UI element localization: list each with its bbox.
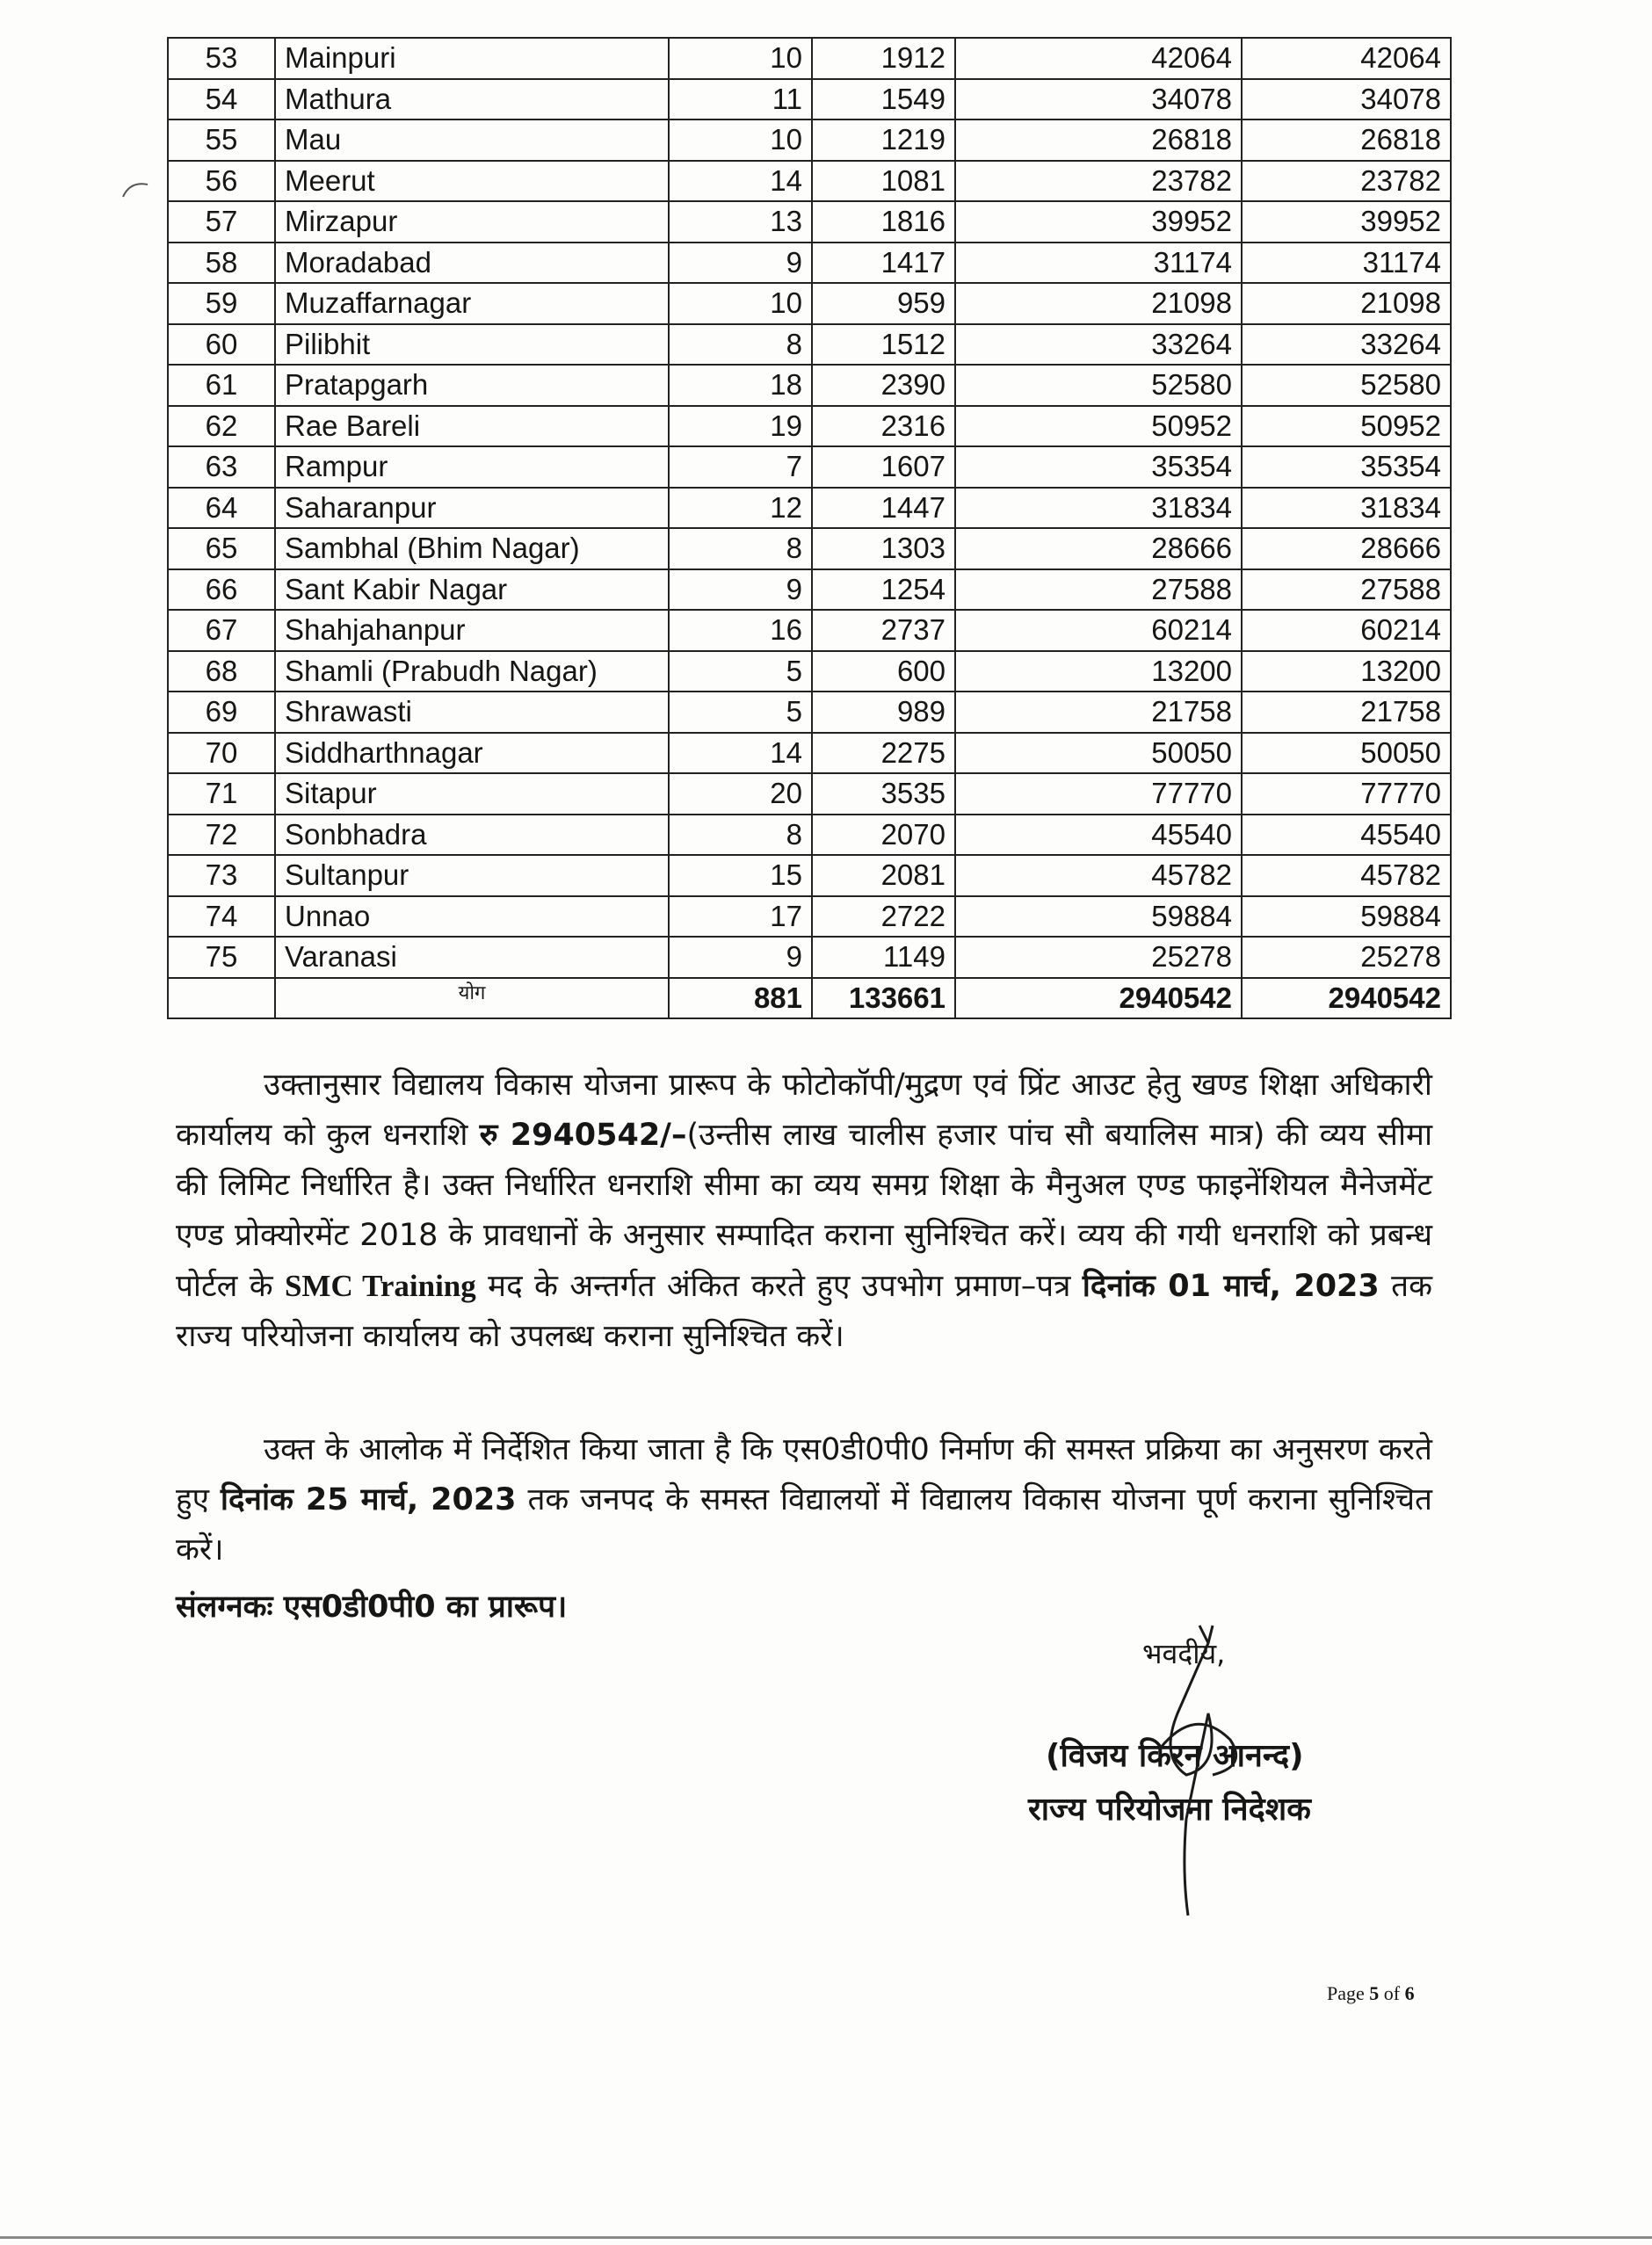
serial-number-cell: 56 <box>168 161 275 202</box>
district-name-cell: Mau <box>275 119 669 161</box>
total-row <box>168 978 1451 1019</box>
amount-cell: 42064 <box>1242 38 1451 79</box>
blocks-count-cell: 7 <box>669 446 812 488</box>
blocks-count-cell: 9 <box>669 569 812 611</box>
schools-count-cell: 1254 <box>812 569 955 611</box>
scan-artifact-mark <box>121 176 156 202</box>
district-name-cell: Mirzapur <box>275 201 669 243</box>
budget-cell: 50952 <box>955 406 1242 447</box>
table-row <box>168 815 1451 856</box>
table-row <box>168 324 1451 366</box>
signatory-name: (विजय किरन आनन्द) <box>1046 1738 1304 1774</box>
schools-count-cell: 1303 <box>812 528 955 569</box>
table-row <box>168 528 1451 569</box>
smc-training-head: SMC Training <box>284 1269 476 1303</box>
paragraph-text: मद के अन्तर्गत अंकित करते हुए उपभोग प्रमाण–पत्र <box>475 1269 1083 1304</box>
schools-count-cell: 1081 <box>812 161 955 202</box>
paragraph-text: उक्तानुसार विद्यालय विकास योजना प्रारूप के फोटोकॉपी/मुद्रण एवं प्रिंट आउट हेतु खण्ड शिक्षा अधिकारी कार्यालय को कुल धनराशि <box>176 1068 1432 1153</box>
deadline-date: दिनांक 25 मार्च, 2023 <box>220 1482 517 1517</box>
schools-count-cell: 1607 <box>812 446 955 488</box>
signatory-designation: राज्य परियोजना निदेशक <box>1028 1792 1311 1828</box>
total-blocks-cell: 881 <box>669 978 812 1019</box>
amount-cell: 26818 <box>1242 119 1451 161</box>
schools-count-cell: 600 <box>812 651 955 692</box>
district-name-cell: Sambhal (Bhim Nagar) <box>275 528 669 569</box>
schools-count-cell: 1512 <box>812 324 955 366</box>
budget-cell: 28666 <box>955 528 1242 569</box>
district-name-cell: Shamli (Prabudh Nagar) <box>275 651 669 692</box>
table-row <box>168 119 1451 161</box>
serial-number-cell: 71 <box>168 773 275 815</box>
paragraph-text: उक्त के आलोक में निर्देशित किया जाता है कि एस0डी0पी0 निर्माण की समस्त प्रक्रिया का अनुसरण करते हुए <box>176 1432 1432 1517</box>
blocks-count-cell: 13 <box>669 201 812 243</box>
schools-count-cell: 2390 <box>812 365 955 406</box>
serial-number-cell: 61 <box>168 365 275 406</box>
schools-count-cell: 1219 <box>812 119 955 161</box>
blocks-count-cell: 14 <box>669 733 812 774</box>
page-number <box>1327 1982 1415 2005</box>
page-current: 5 <box>1369 1982 1380 2004</box>
amount-cell: 27588 <box>1242 569 1451 611</box>
total-budget-cell: 2940542 <box>955 978 1242 1019</box>
blocks-count-cell: 12 <box>669 488 812 529</box>
deadline-date: दिनांक 01 मार्च, 2023 <box>1082 1269 1380 1304</box>
amount-cell: 50050 <box>1242 733 1451 774</box>
district-name-cell: Sitapur <box>275 773 669 815</box>
serial-number-cell: 74 <box>168 896 275 938</box>
schools-count-cell: 2070 <box>812 815 955 856</box>
serial-number-cell: 53 <box>168 38 275 79</box>
serial-number-cell: 54 <box>168 79 275 120</box>
amount-cell: 35354 <box>1242 446 1451 488</box>
amount-cell: 31834 <box>1242 488 1451 529</box>
page-prefix: Page <box>1327 1982 1370 2004</box>
amount-cell: 60214 <box>1242 610 1451 651</box>
serial-number-cell: 72 <box>168 815 275 856</box>
table-row <box>168 243 1451 284</box>
schools-count-cell: 1447 <box>812 488 955 529</box>
total-amount-cell: 2940542 <box>1242 978 1451 1019</box>
paragraph-sdp-instructions <box>176 1425 1432 1575</box>
budget-cell: 26818 <box>955 119 1242 161</box>
blocks-count-cell: 16 <box>669 610 812 651</box>
blocks-count-cell: 5 <box>669 692 812 733</box>
district-name-cell: Rae Bareli <box>275 406 669 447</box>
budget-cell: 31834 <box>955 488 1242 529</box>
serial-number-cell: 60 <box>168 324 275 366</box>
paragraph-budget-instructions <box>176 1061 1432 1362</box>
serial-number-cell: 58 <box>168 243 275 284</box>
blocks-count-cell: 19 <box>669 406 812 447</box>
blocks-count-cell: 10 <box>669 38 812 79</box>
schools-count-cell: 1912 <box>812 38 955 79</box>
table-row <box>168 446 1451 488</box>
table-row <box>168 488 1451 529</box>
budget-cell: 21098 <box>955 283 1242 324</box>
table-row <box>168 365 1451 406</box>
table-row <box>168 855 1451 896</box>
allocation-table-body <box>168 38 1451 1018</box>
total-amount: रु 2940542/– <box>479 1118 687 1153</box>
schools-count-cell: 2737 <box>812 610 955 651</box>
district-name-cell: Muzaffarnagar <box>275 283 669 324</box>
blocks-count-cell: 8 <box>669 324 812 366</box>
district-name-cell: Meerut <box>275 161 669 202</box>
budget-cell: 77770 <box>955 773 1242 815</box>
table-row <box>168 161 1451 202</box>
table-row <box>168 773 1451 815</box>
blocks-count-cell: 17 <box>669 896 812 938</box>
schools-count-cell: 1549 <box>812 79 955 120</box>
serial-number-cell: 68 <box>168 651 275 692</box>
blocks-count-cell: 11 <box>669 79 812 120</box>
schools-count-cell: 2081 <box>812 855 955 896</box>
amount-cell: 45540 <box>1242 815 1451 856</box>
page-bottom-edge <box>0 2236 1652 2239</box>
budget-cell: 33264 <box>955 324 1242 366</box>
serial-number-cell: 75 <box>168 937 275 978</box>
blocks-count-cell: 10 <box>669 119 812 161</box>
table-row <box>168 38 1451 79</box>
amount-cell: 31174 <box>1242 243 1451 284</box>
serial-number-cell: 67 <box>168 610 275 651</box>
amount-cell: 50952 <box>1242 406 1451 447</box>
blocks-count-cell: 9 <box>669 937 812 978</box>
serial-number-cell: 69 <box>168 692 275 733</box>
schools-count-cell: 3535 <box>812 773 955 815</box>
budget-cell: 23782 <box>955 161 1242 202</box>
district-name-cell: Mainpuri <box>275 38 669 79</box>
table-row <box>168 79 1451 120</box>
budget-cell: 31174 <box>955 243 1242 284</box>
blocks-count-cell: 10 <box>669 283 812 324</box>
table-row <box>168 896 1451 938</box>
blocks-count-cell: 18 <box>669 365 812 406</box>
amount-cell: 59884 <box>1242 896 1451 938</box>
budget-cell: 59884 <box>955 896 1242 938</box>
budget-cell: 50050 <box>955 733 1242 774</box>
budget-cell: 39952 <box>955 201 1242 243</box>
district-name-cell: Shahjahanpur <box>275 610 669 651</box>
schools-count-cell: 2275 <box>812 733 955 774</box>
schools-count-cell: 2316 <box>812 406 955 447</box>
total-empty-cell <box>168 978 275 1019</box>
budget-cell: 35354 <box>955 446 1242 488</box>
blocks-count-cell: 8 <box>669 815 812 856</box>
amount-cell: 77770 <box>1242 773 1451 815</box>
blocks-count-cell: 8 <box>669 528 812 569</box>
budget-cell: 27588 <box>955 569 1242 611</box>
amount-cell: 28666 <box>1242 528 1451 569</box>
budget-cell: 45782 <box>955 855 1242 896</box>
table-row <box>168 692 1451 733</box>
amount-cell: 25278 <box>1242 937 1451 978</box>
total-label-cell: योग <box>275 978 669 1019</box>
district-name-cell: Pilibhit <box>275 324 669 366</box>
district-name-cell: Shrawasti <box>275 692 669 733</box>
amount-cell: 45782 <box>1242 855 1451 896</box>
schools-count-cell: 989 <box>812 692 955 733</box>
attachment-note: संलग्नकः एस0डी0पी0 का प्रारूप। <box>176 1590 568 1625</box>
district-name-cell: Mathura <box>275 79 669 120</box>
serial-number-cell: 64 <box>168 488 275 529</box>
table-row <box>168 201 1451 243</box>
blocks-count-cell: 15 <box>669 855 812 896</box>
blocks-count-cell: 20 <box>669 773 812 815</box>
table-row <box>168 733 1451 774</box>
serial-number-cell: 66 <box>168 569 275 611</box>
table-row <box>168 610 1451 651</box>
blocks-count-cell: 14 <box>669 161 812 202</box>
schools-count-cell: 1816 <box>812 201 955 243</box>
serial-number-cell: 63 <box>168 446 275 488</box>
district-name-cell: Sonbhadra <box>275 815 669 856</box>
district-name-cell: Pratapgarh <box>275 365 669 406</box>
amount-cell: 52580 <box>1242 365 1451 406</box>
amount-cell: 21758 <box>1242 692 1451 733</box>
district-name-cell: Moradabad <box>275 243 669 284</box>
table-row <box>168 569 1451 611</box>
district-name-cell: Siddharthnagar <box>275 733 669 774</box>
budget-cell: 60214 <box>955 610 1242 651</box>
district-name-cell: Sant Kabir Nagar <box>275 569 669 611</box>
budget-cell: 42064 <box>955 38 1242 79</box>
allocation-table <box>167 37 1452 1019</box>
amount-cell: 33264 <box>1242 324 1451 366</box>
district-name-cell: Sultanpur <box>275 855 669 896</box>
district-name-cell: Rampur <box>275 446 669 488</box>
paragraph-text: तक जनपद के समस्त विद्यालयों में विद्यालय विकास योजना पूर्ण कराना सुनिश्चित करें। <box>176 1482 1432 1568</box>
budget-cell: 21758 <box>955 692 1242 733</box>
amount-cell: 21098 <box>1242 283 1451 324</box>
serial-number-cell: 65 <box>168 528 275 569</box>
serial-number-cell: 73 <box>168 855 275 896</box>
schools-count-cell: 959 <box>812 283 955 324</box>
district-name-cell: Saharanpur <box>275 488 669 529</box>
page-total: 6 <box>1404 1982 1415 2004</box>
serial-number-cell: 70 <box>168 733 275 774</box>
table-row <box>168 651 1451 692</box>
schools-count-cell: 1417 <box>812 243 955 284</box>
budget-cell: 52580 <box>955 365 1242 406</box>
page-mid: of <box>1379 1982 1405 2004</box>
signature-greeting: भवदीय, <box>1142 1637 1226 1670</box>
handwritten-signature <box>1125 1608 1265 1924</box>
blocks-count-cell: 5 <box>669 651 812 692</box>
budget-cell: 13200 <box>955 651 1242 692</box>
serial-number-cell: 55 <box>168 119 275 161</box>
district-name-cell: Varanasi <box>275 937 669 978</box>
serial-number-cell: 59 <box>168 283 275 324</box>
budget-cell: 45540 <box>955 815 1242 856</box>
budget-cell: 34078 <box>955 79 1242 120</box>
paragraph-text: तक राज्य परियोजना कार्यालय को उपलब्ध कराना सुनिश्चित करें। <box>176 1269 1432 1354</box>
schools-count-cell: 2722 <box>812 896 955 938</box>
total-schools-cell: 133661 <box>812 978 955 1019</box>
schools-count-cell: 1149 <box>812 937 955 978</box>
serial-number-cell: 57 <box>168 201 275 243</box>
amount-cell: 23782 <box>1242 161 1451 202</box>
amount-cell: 13200 <box>1242 651 1451 692</box>
table-row <box>168 283 1451 324</box>
amount-cell: 39952 <box>1242 201 1451 243</box>
serial-number-cell: 62 <box>168 406 275 447</box>
table-row <box>168 406 1451 447</box>
table-row <box>168 937 1451 978</box>
paragraph-text: (उन्तीस लाख चालीस हजार पांच सौ बयालिस मात्र) की व्यय सीमा की लिमिट निर्धारित है। उक्त निर्धारित धनराशि सीमा का व्यय समग्र शिक्षा के मैनुअल एण्ड फाइनेंशियल मैनेजमेंट एण्ड प्रोक्योरमेंट 2018 के प्रावधानों के अनुसार सम्पादित कराना सुनिश्चित करें। व्यय की गयी धनराशि को प्रबन्ध पोर्टल के <box>176 1118 1433 1304</box>
blocks-count-cell: 9 <box>669 243 812 284</box>
amount-cell: 34078 <box>1242 79 1451 120</box>
budget-cell: 25278 <box>955 937 1242 978</box>
district-name-cell: Unnao <box>275 896 669 938</box>
